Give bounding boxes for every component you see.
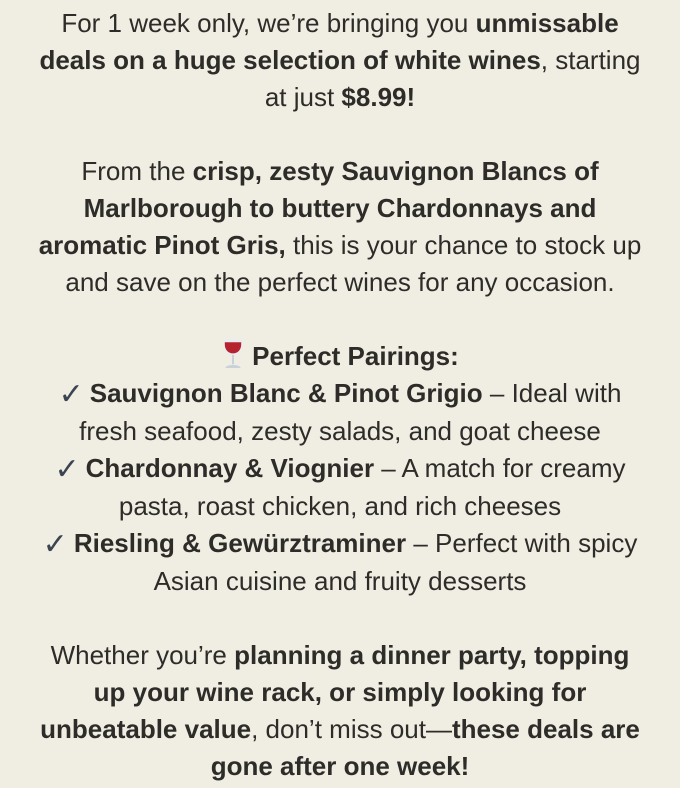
pairing-names: Sauvignon Blanc & Pinot Grigio: [89, 378, 483, 408]
pairings-heading: Perfect Pairings:: [252, 341, 459, 371]
pairings-heading-line: [32, 338, 648, 375]
intro-paragraph: [32, 5, 648, 116]
pairing-item: [32, 450, 648, 525]
intro-text-1: For 1 week only, we’re bringing you: [61, 8, 476, 38]
cta-highlight-1: planning a dinner party, topping up your wine rack, or simply looking for unbeatable value: [40, 640, 630, 744]
check-icon: ✓: [54, 452, 80, 487]
intro-highlight-1: unmissable deals on a huge selection of white wines: [39, 8, 619, 75]
pairing-desc: – Ideal with fresh seafood, zesty salads, and goat cheese: [79, 378, 622, 446]
wine-glass-icon: [221, 338, 245, 370]
range-paragraph: [32, 153, 648, 301]
pairing-desc: – A match for creamy pasta, roast chicken, and rich cheeses: [118, 453, 626, 521]
cta-text-2: , don’t miss out—: [251, 714, 452, 744]
cta-highlight-2: these deals are gone after one week!: [210, 714, 640, 781]
check-icon: ✓: [42, 527, 68, 562]
range-text-1: From the: [81, 156, 193, 186]
pairing-item: [32, 375, 648, 450]
range-text-2: this is your chance to stock up and save on the perfect wines for any occasion.: [65, 230, 642, 297]
range-highlight: crisp, zesty Sauvignon Blancs of Marlborough to buttery Chardonnays and aromatic Pinot Gris,: [38, 156, 599, 260]
pairing-names: Riesling & Gewürztraminer: [73, 528, 407, 558]
intro-price: $8.99!: [341, 82, 416, 112]
cta-paragraph: [32, 637, 648, 785]
pairing-names: Chardonnay & Viognier: [85, 453, 375, 483]
pairing-desc: – Perfect with spicy Asian cuisine and fruity desserts: [153, 528, 638, 596]
pairings-section: [32, 338, 648, 600]
pairing-item: [32, 525, 648, 600]
intro-text-2: , starting at just: [264, 45, 641, 112]
check-icon: ✓: [58, 377, 84, 412]
cta-text-1: Whether you’re: [50, 640, 235, 670]
